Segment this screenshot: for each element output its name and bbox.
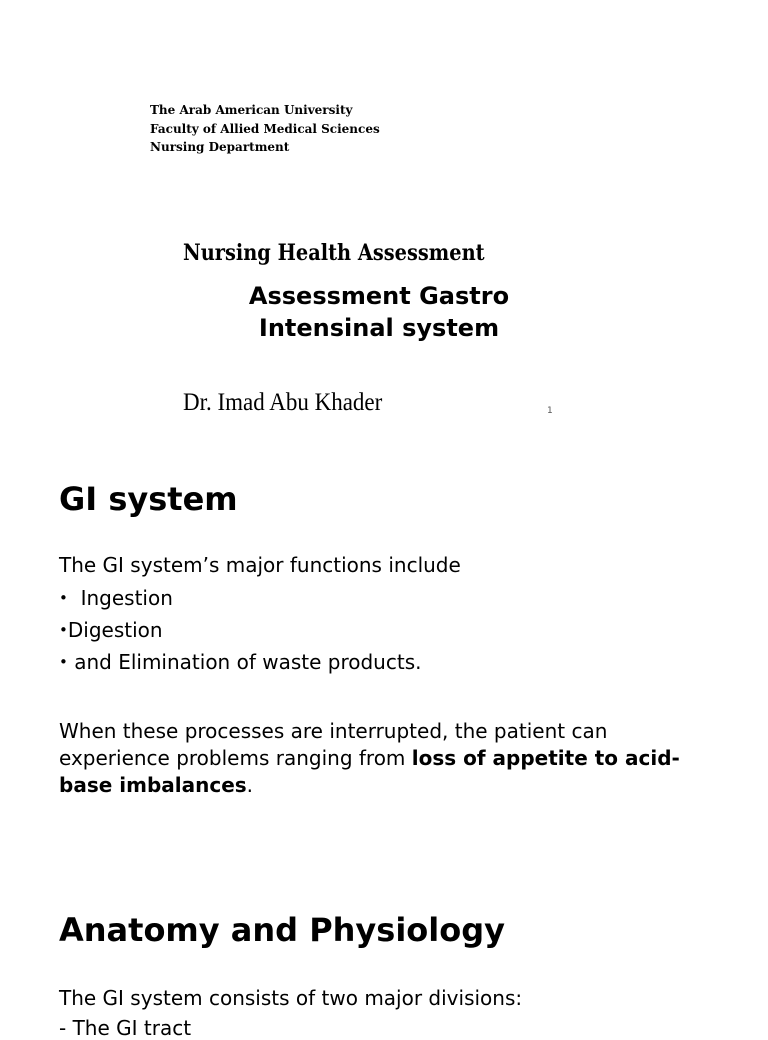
department-name: Nursing Department [150,140,290,154]
gi-intro-text: The GI system’s major functions include [59,553,461,577]
institution-name: The Arab American University [150,103,353,117]
anatomy-heading: Anatomy and Physiology [59,911,505,949]
paragraph-text: When these processes are interrupted, the patient can experience problems ranging from [59,719,608,770]
list-item [59,618,163,642]
bullet-marker: • [59,589,68,607]
course-title: Nursing Health Assessment [183,240,485,266]
paragraph-emphasis: loss of appetite to acid-base imbalances [59,746,680,797]
list-item-text: and Elimination of waste products. [74,650,422,674]
list-item [59,650,421,674]
list-item-text: Digestion [67,618,163,642]
anatomy-intro-text: The GI system consists of two major divisions: [59,986,523,1010]
list-item [59,586,173,610]
gi-system-heading: GI system [59,480,238,518]
paragraph-end: . [246,773,254,797]
anatomy-partial-line: - The GI tract [59,1016,192,1040]
bullet-marker: • [59,621,68,639]
author-name: Dr. Imad Abu Khader [183,389,383,416]
gi-explanation-paragraph [59,718,719,799]
slide-number: 1 [547,406,553,416]
bullet-marker: • [59,653,68,671]
list-item-text: Ingestion [67,586,173,610]
faculty-name: Faculty of Allied Medical Sciences [150,121,380,136]
institution-block [150,101,380,157]
presentation-title: Assessment Gastro Intensinal system [248,282,510,342]
